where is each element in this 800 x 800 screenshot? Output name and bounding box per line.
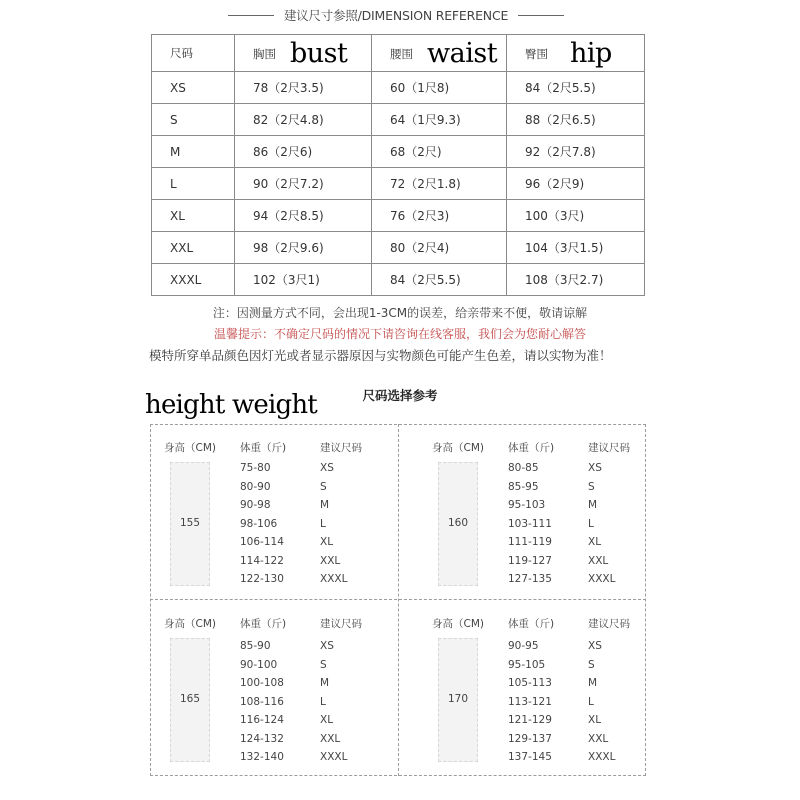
recommended-size: XS xyxy=(588,462,602,474)
weight-range: 95-103 xyxy=(508,499,546,511)
header-size xyxy=(152,35,235,72)
height-header: 身高（CM) xyxy=(432,442,484,454)
weight-range: 85-90 xyxy=(240,640,271,652)
bust-cell: 102（3尺1) xyxy=(235,264,372,296)
header-bust-label: 胸围 xyxy=(253,46,276,61)
height-header: 身高（CM) xyxy=(164,618,216,630)
height-header: 身高（CM) xyxy=(432,618,484,630)
weight-range: 108-116 xyxy=(240,695,284,708)
recommended-size: XXL xyxy=(588,732,609,745)
recommended-size: S xyxy=(320,658,327,671)
bust-cell: 90（2尺7.2) xyxy=(235,168,372,200)
waist-cell: 60（1尺8) xyxy=(372,72,507,104)
weight-range: 105-113 xyxy=(508,677,552,689)
weight-range: 137-145 xyxy=(508,751,552,763)
height-block-155 xyxy=(150,424,390,596)
weight-range: 132-140 xyxy=(240,751,284,763)
weight-range: 122-130 xyxy=(240,573,284,585)
recommended-size: XXXL xyxy=(588,751,616,763)
recommended-size: L xyxy=(588,695,594,708)
weight-range: 129-137 xyxy=(508,732,552,745)
weight-range: 100-108 xyxy=(240,677,284,689)
recommended-size: S xyxy=(588,658,595,671)
height-value: 155 xyxy=(179,517,201,529)
height-block-165 xyxy=(150,600,390,772)
recommended-size: XL xyxy=(588,714,602,726)
weight-range: 114-122 xyxy=(240,554,284,567)
table-row xyxy=(152,264,645,296)
weight-range: 124-132 xyxy=(240,732,284,745)
table-row xyxy=(152,200,645,232)
weight-range: 119-127 xyxy=(508,554,552,567)
recommended-size: XXXL xyxy=(320,751,348,763)
bust-cell: 82（2尺4.8) xyxy=(235,104,372,136)
recommended-size: M xyxy=(588,499,598,511)
size-cell: XXL xyxy=(152,232,235,264)
weight-range: 75-80 xyxy=(240,462,271,474)
recommended-size: L xyxy=(588,517,594,530)
recommended-size: XXXL xyxy=(588,573,616,585)
hip-cell: 100（3尺) xyxy=(507,200,645,232)
header-hip-label: 臀围 xyxy=(525,46,548,61)
recommended-size: L xyxy=(320,517,326,530)
weight-header: 体重（斤) xyxy=(240,618,287,630)
waist-overlay-label: waist xyxy=(427,37,498,69)
waist-cell: 80（2尺4) xyxy=(372,232,507,264)
recommended-size: XXL xyxy=(320,732,341,745)
recommended-size: XXL xyxy=(588,554,609,567)
size-cell: XL xyxy=(152,200,235,232)
bust-cell: 94（2尺8.5) xyxy=(235,200,372,232)
hip-overlay-label: hip xyxy=(570,37,612,69)
header-bust xyxy=(235,35,372,72)
bust-overlay-label: bust xyxy=(290,37,348,69)
header-size-label: 尺码 xyxy=(170,46,193,60)
title-rule-right xyxy=(518,15,564,16)
recommended-size: XS xyxy=(320,640,334,652)
recommended-size: XS xyxy=(588,640,602,652)
hip-cell: 108（3尺2.7) xyxy=(507,264,645,296)
dimension-table xyxy=(151,34,645,296)
table-row xyxy=(152,136,645,168)
height-value: 165 xyxy=(179,693,201,705)
size-header: 建议尺码 xyxy=(588,618,630,630)
weight-range: 111-119 xyxy=(508,536,552,548)
height-weight-overlay-label: height weight xyxy=(145,390,317,420)
weight-header: 体重（斤) xyxy=(508,442,555,454)
waist-cell: 72（2尺1.8) xyxy=(372,168,507,200)
size-cell: S xyxy=(152,104,235,136)
hip-cell: 88（2尺6.5) xyxy=(507,104,645,136)
recommended-size: XL xyxy=(588,536,602,548)
weight-range: 127-135 xyxy=(508,573,552,585)
hip-cell: 92（2尺7.8) xyxy=(507,136,645,168)
page-title: 建议尺寸参照/DIMENSION REFERENCE xyxy=(283,8,509,23)
recommended-size: S xyxy=(320,480,327,493)
title-rule-left xyxy=(228,15,274,16)
waist-cell: 84（2尺5.5) xyxy=(372,264,507,296)
table-row xyxy=(152,168,645,200)
height-value: 170 xyxy=(447,693,469,705)
hip-cell: 96（2尺9) xyxy=(507,168,645,200)
header-waist xyxy=(372,35,507,72)
table-row xyxy=(152,104,645,136)
table-row xyxy=(152,232,645,264)
weight-range: 85-95 xyxy=(508,480,539,493)
weight-range: 121-129 xyxy=(508,714,552,726)
waist-cell: 68（2尺) xyxy=(372,136,507,168)
recommended-size: S xyxy=(588,480,595,493)
size-cell: XS xyxy=(152,72,235,104)
bust-cell: 86（2尺6) xyxy=(235,136,372,168)
weight-header: 体重（斤) xyxy=(240,442,287,454)
weight-range: 90-95 xyxy=(508,640,539,652)
color-disclaimer: 模特所穿单品颜色因灯光或者显示器原因与实物颜色可能产生色差，请以实物为准！ xyxy=(149,348,612,363)
hip-cell: 84（2尺5.5) xyxy=(507,72,645,104)
weight-range: 90-100 xyxy=(240,658,278,671)
weight-range: 98-106 xyxy=(240,517,278,530)
recommended-size: XL xyxy=(320,714,334,726)
height-block-170 xyxy=(418,600,658,772)
header-waist-label: 腰围 xyxy=(390,46,413,61)
size-cell: M xyxy=(152,136,235,168)
weight-range: 116-124 xyxy=(240,714,284,726)
recommended-size: M xyxy=(588,677,598,689)
bust-cell: 78（2尺3.5) xyxy=(235,72,372,104)
measurement-note: 注：因测量方式不同，会出现1-3CM的误差，给亲带来不便，敬请谅解 xyxy=(212,306,588,320)
weight-range: 106-114 xyxy=(240,536,284,548)
weight-range: 80-90 xyxy=(240,480,271,493)
recommended-size: XXXL xyxy=(320,573,348,585)
weight-header: 体重（斤) xyxy=(508,618,555,630)
recommended-size: M xyxy=(320,499,330,511)
vertical-divider xyxy=(398,424,399,776)
recommended-size: L xyxy=(320,695,326,708)
weight-range: 90-98 xyxy=(240,499,271,511)
bust-cell: 98（2尺9.6) xyxy=(235,232,372,264)
size-guide-title: 尺码选择参考 xyxy=(362,388,438,403)
recommended-size: M xyxy=(320,677,330,689)
recommended-size: XS xyxy=(320,462,334,474)
size-header: 建议尺码 xyxy=(588,442,630,454)
size-cell: XXXL xyxy=(152,264,235,296)
size-cell: L xyxy=(152,168,235,200)
table-row xyxy=(152,72,645,104)
waist-cell: 76（2尺3) xyxy=(372,200,507,232)
recommended-size: XXL xyxy=(320,554,341,567)
weight-range: 95-105 xyxy=(508,658,546,671)
size-header: 建议尺码 xyxy=(320,618,362,630)
waist-cell: 64（1尺9.3) xyxy=(372,104,507,136)
height-value: 160 xyxy=(447,517,469,529)
hip-cell: 104（3尺1.5) xyxy=(507,232,645,264)
header-hip xyxy=(507,35,645,72)
recommended-size: XL xyxy=(320,536,334,548)
height-block-160 xyxy=(418,424,658,596)
size-header: 建议尺码 xyxy=(320,442,362,454)
height-header: 身高（CM) xyxy=(164,442,216,454)
table-header-row xyxy=(152,35,645,72)
weight-range: 80-85 xyxy=(508,462,539,474)
weight-range: 113-121 xyxy=(508,695,552,708)
service-tip: 温馨提示：不确定尺码的情况下请咨询在线客服，我们会为您耐心解答 xyxy=(213,327,586,341)
weight-range: 103-111 xyxy=(508,517,552,530)
